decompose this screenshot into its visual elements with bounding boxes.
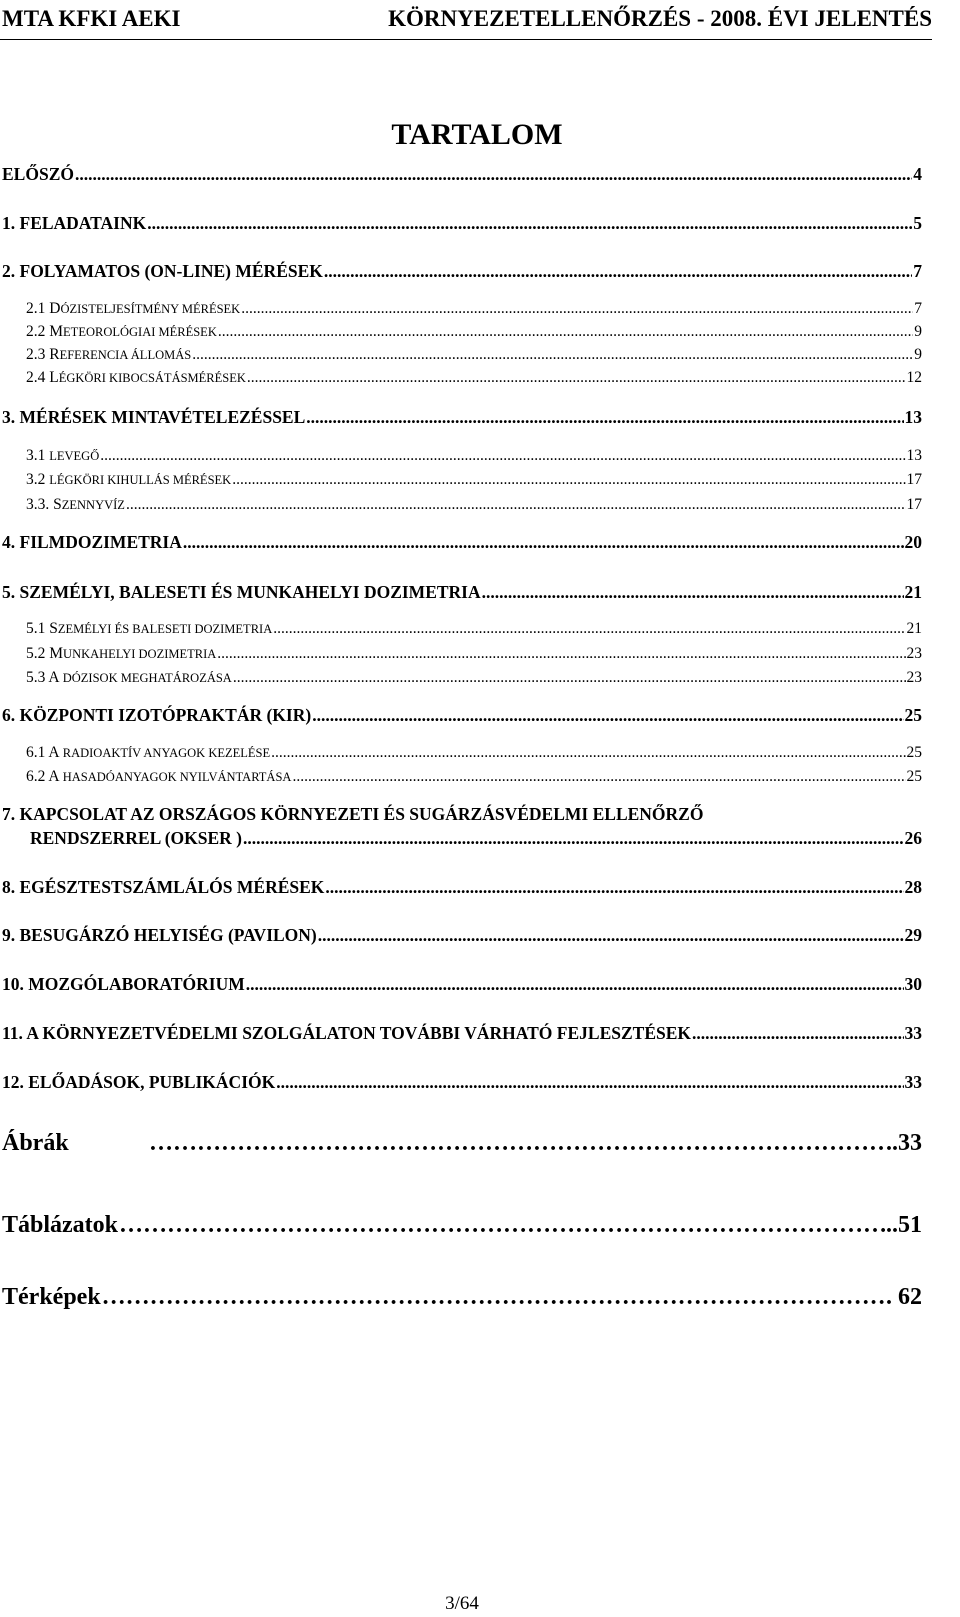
toc-leader bbox=[241, 298, 913, 320]
page-title: TARTALOM bbox=[391, 118, 563, 151]
toc-entry[interactable]: 6. KÖZPONTI IZOTÓPRAKTÁR (KIR) ..... 25 bbox=[2, 703, 922, 727]
toc-leader bbox=[243, 826, 904, 850]
toc-leader bbox=[126, 494, 906, 516]
toc-leader bbox=[318, 923, 904, 947]
toc-leader bbox=[325, 875, 903, 899]
toc-leader bbox=[292, 766, 905, 788]
toc-entry[interactable]: 12. ELŐADÁSOK, PUBLIKÁCIÓK ..... 33 bbox=[2, 1070, 922, 1094]
toc-figures[interactable]: Ábrák ………………………………………………………………………………………………………………………………………… ..33 bbox=[2, 1127, 922, 1159]
toc-subentry[interactable]: 3.3. SZENNYVÍZ ..... 17 bbox=[26, 494, 922, 516]
toc-leader bbox=[692, 1021, 903, 1045]
toc-leader bbox=[192, 344, 913, 366]
toc-subentry[interactable]: 2.2 METEOROLÓGIAI MÉRÉSEK ..... 9 bbox=[26, 321, 922, 343]
toc-leader bbox=[233, 667, 906, 689]
toc-entry[interactable]: 4. FILMDOZIMETRIA ..... 20 bbox=[2, 530, 922, 554]
toc-leader bbox=[119, 1209, 885, 1241]
toc-leader bbox=[147, 211, 912, 235]
toc-leader bbox=[100, 445, 905, 467]
page-number: 3/64 bbox=[445, 1593, 479, 1614]
toc-leader bbox=[271, 742, 905, 764]
toc-tables[interactable]: Táblázatok ………………………………………………………………………………………………………………………………………… ..51 bbox=[2, 1209, 922, 1241]
toc-leader bbox=[75, 162, 912, 186]
toc-leader bbox=[276, 1070, 903, 1094]
toc-entry[interactable]: RENDSZERREL (OKSER ) ..... 26 bbox=[30, 826, 922, 850]
toc-subentry[interactable]: 5.2 MUNKAHELYI DOZIMETRIA ..... 23 bbox=[26, 643, 922, 665]
toc-entry[interactable]: 5. SZEMÉLYI, BALESETI ÉS MUNKAHELYI DOZIMETRIA ..... 21 bbox=[2, 580, 922, 604]
toc-subentry[interactable]: 2.4 LÉGKÖRI KIBOCSÁTÁSMÉRÉSEK ..... 12 bbox=[26, 367, 922, 389]
toc-entry[interactable]: 11. A KÖRNYEZETVÉDELMI SZOLGÁLATON TOVÁBBI VÁRHATÓ FEJLESZTÉSEK ..... 33 bbox=[2, 1021, 922, 1045]
toc-entry-line1[interactable]: 7. KAPCSOLAT AZ ORSZÁGOS KÖRNYEZETI ÉS SUGÁRZÁSVÉDELMI ELLENŐRZŐ bbox=[2, 804, 704, 824]
toc-subentry[interactable]: 3.1 LEVEGŐ ..... 13 bbox=[26, 445, 922, 467]
toc-leader bbox=[247, 367, 906, 389]
toc-subentry[interactable]: 6.2 A HASADÓANYAGOK NYILVÁNTARTÁSA ..... 25 bbox=[26, 766, 922, 788]
header-left: MTA KFKI AEKI bbox=[2, 6, 181, 31]
toc-leader bbox=[324, 259, 912, 283]
toc-subentry[interactable]: 6.1 A RADIOAKTÍV ANYAGOK KEZELÉSE ..... 25 bbox=[26, 742, 922, 764]
toc-leader bbox=[232, 469, 905, 491]
toc-entry[interactable]: ELŐSZÓ ..... 4 bbox=[2, 162, 922, 186]
toc-entry[interactable]: 10. MOZGÓLABORATÓRIUM ..... 30 bbox=[2, 972, 922, 996]
toc-subentry[interactable]: 5.1 SZEMÉLYI ÉS BALESETI DOZIMETRIA ..... 21 bbox=[26, 618, 922, 640]
toc-leader bbox=[273, 618, 905, 640]
toc-leader bbox=[306, 405, 903, 429]
toc-entry[interactable]: 8. EGÉSZTESTSZÁMLÁLÓS MÉRÉSEK ..... 28 bbox=[2, 875, 922, 899]
toc-entry[interactable]: 3. MÉRÉSEK MINTAVÉTELEZÉSSEL ..... 13 bbox=[2, 405, 922, 429]
header-right: KÖRNYEZETELLENŐRZÉS - 2008. ÉVI JELENTÉS bbox=[388, 6, 932, 31]
toc-leader bbox=[218, 321, 913, 343]
toc-subentry[interactable]: 2.1 DÓZISTELJESÍTMÉNY MÉRÉSEK ..... 7 bbox=[26, 298, 922, 320]
toc-leader bbox=[183, 530, 904, 554]
toc-leader bbox=[482, 580, 904, 604]
header-rule bbox=[0, 39, 932, 40]
toc-subentry[interactable]: 2.3 REFERENCIA ÁLLOMÁS ..... 9 bbox=[26, 344, 922, 366]
toc-leader bbox=[217, 643, 905, 665]
running-header bbox=[0, 4, 960, 34]
toc-leader bbox=[246, 972, 904, 996]
toc-entry[interactable]: 1. FELADATAINK ..... 5 bbox=[2, 211, 922, 235]
toc-leader bbox=[312, 703, 903, 727]
toc-maps[interactable]: Térképek ………………………………………………………………………………………………………………………………………… . 62 bbox=[2, 1281, 922, 1313]
toc-subentry[interactable]: 3.2 LÉGKÖRI KIHULLÁS MÉRÉSEK ..... 17 bbox=[26, 469, 922, 491]
toc-leader bbox=[149, 1127, 885, 1159]
toc-entry[interactable]: 2. FOLYAMATOS (ON-LINE) MÉRÉSEK ..... 7 bbox=[2, 259, 922, 283]
toc-entry[interactable]: 9. BESUGÁRZÓ HELYISÉG (PAVILON) ..... 29 bbox=[2, 923, 922, 947]
toc-leader bbox=[102, 1281, 885, 1313]
toc-subentry[interactable]: 5.3 A DÓZISOK MEGHATÁROZÁSA ..... 23 bbox=[26, 667, 922, 689]
